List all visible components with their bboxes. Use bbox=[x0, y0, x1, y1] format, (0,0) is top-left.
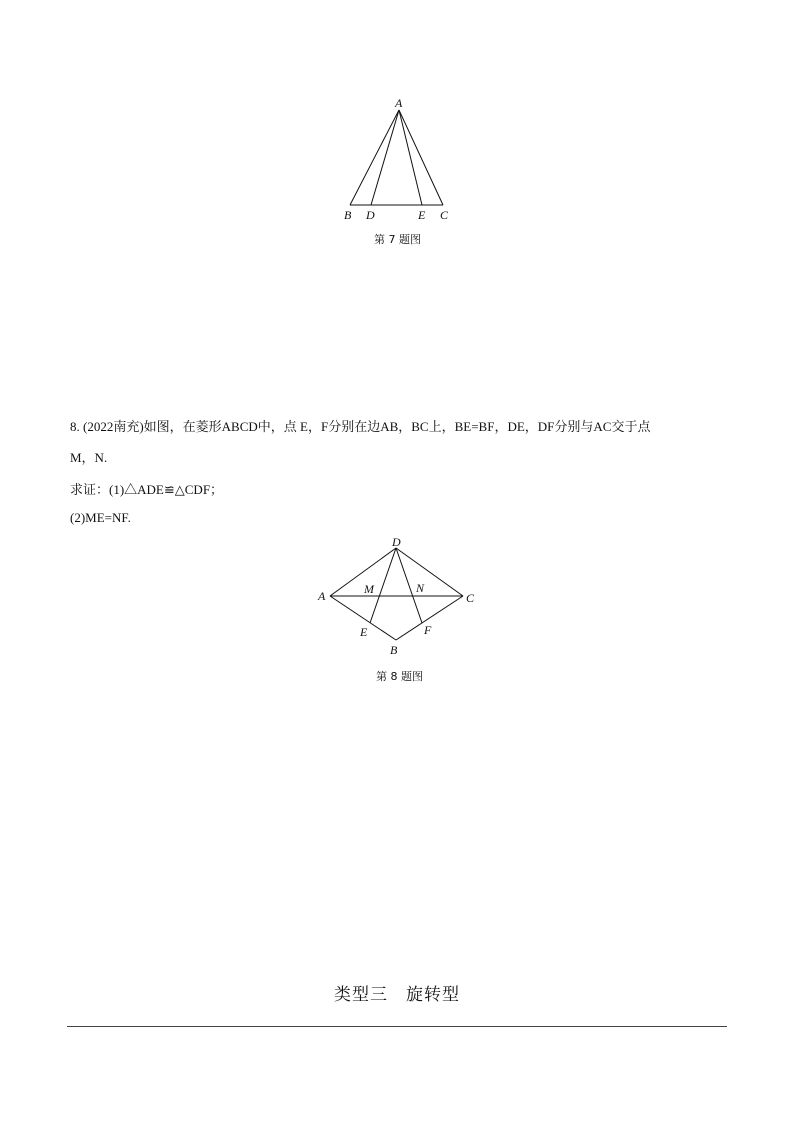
segment-dc bbox=[396, 548, 463, 596]
figure-8-caption: 第 8 题图 bbox=[376, 670, 423, 683]
point-label-d: D bbox=[366, 208, 375, 222]
problem-8-statement: 8. (2022南充)如图，在菱形ABCD中，点 E，F分别在边AB，BC上，BE=BF，DE，DF分别与AC交于点 bbox=[70, 419, 651, 434]
segment-da bbox=[330, 548, 396, 596]
section-title: 类型三 旋转型 bbox=[334, 985, 460, 1005]
point-label-c: C bbox=[466, 591, 475, 605]
divider-line bbox=[67, 1026, 727, 1027]
point-label-m: M bbox=[364, 582, 374, 596]
problem-8-statement-cont: M，N. bbox=[70, 450, 108, 465]
figure-7-triangle bbox=[330, 92, 460, 227]
point-label-c: C bbox=[440, 208, 449, 222]
point-label-a: A bbox=[318, 589, 326, 603]
segment-ac bbox=[399, 110, 443, 205]
point-label-d: D bbox=[392, 535, 401, 549]
segment-ad bbox=[371, 110, 399, 205]
point-label-f: F bbox=[424, 623, 432, 637]
problem-8-proof-part-2: (2)ME=NF. bbox=[70, 510, 131, 525]
point-label-b: B bbox=[390, 643, 398, 657]
point-label-e: E bbox=[418, 208, 426, 222]
segment-ab bbox=[350, 110, 399, 205]
segment-ae bbox=[399, 110, 422, 205]
point-label-b: B bbox=[344, 208, 352, 222]
point-label-n: N bbox=[416, 581, 425, 595]
point-label-e: E bbox=[360, 625, 368, 639]
figure-8-rhombus bbox=[312, 532, 482, 660]
figure-7-caption: 第 7 题图 bbox=[374, 233, 421, 246]
problem-8-proof-part-1: 求证：(1)△ADE≌△CDF； bbox=[70, 482, 224, 497]
point-label-a: A bbox=[395, 96, 403, 110]
